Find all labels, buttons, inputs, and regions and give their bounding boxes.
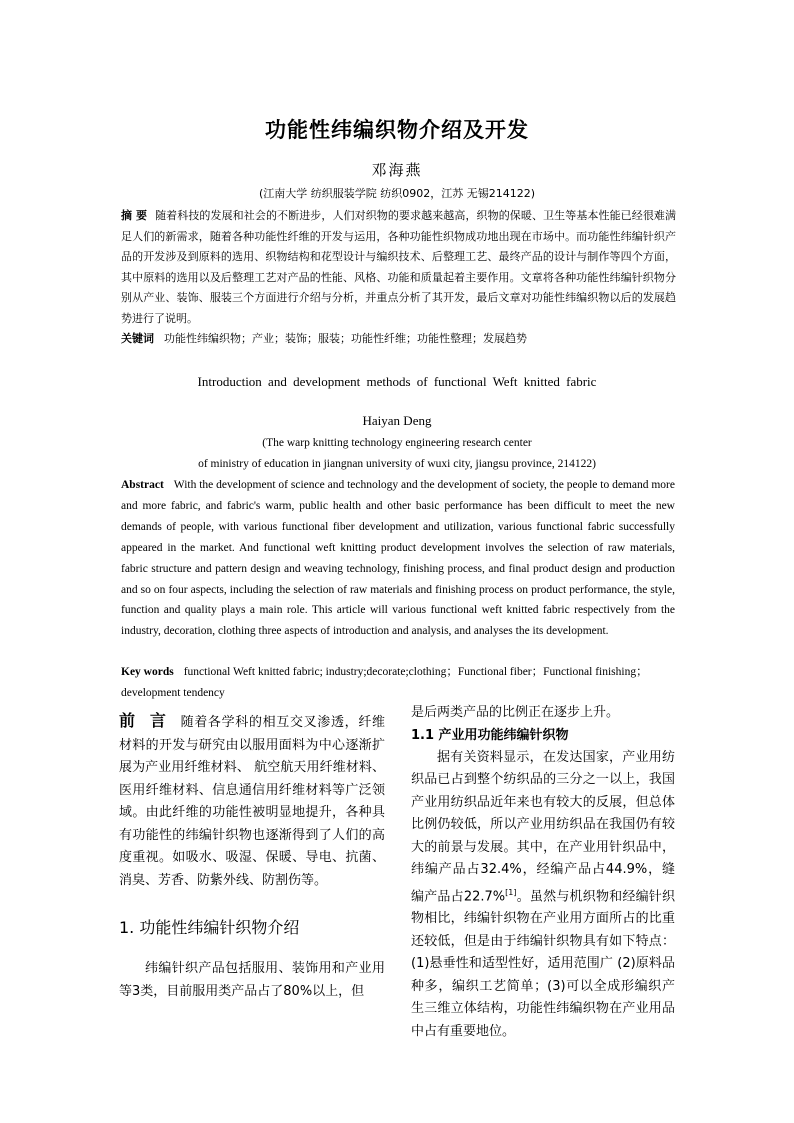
abstract-en-label: Abstract — [121, 479, 164, 491]
keywords-cn — [121, 330, 676, 346]
author-name-en: Haiyan Deng — [362, 413, 432, 428]
subsection-1-1-heading: 1.1 产业用功能纬编针织物 — [411, 727, 569, 743]
subsection-text-b: 。虽然与机织物和经编针织物相比，纬编针织物在产业用方面所占的比重还较低，但是由于纬编针织物具有如下特点：(1)悬垂性和适型性好，适用范围广 (2)原料品种多，编织工艺简单；(3)可以全成形编织产生三维立体结构，功能性纬编织物在产业用品中占有重要地位。 — [411, 888, 675, 1039]
subsection-text-a: 据有关资料显示，在发达国家，产业用纺织品已占到整个纺织品的三分之一以上，我国产业用纺织品近年来也有较大的反展，但总体比例仍较低，所以产业用纺织品在我国仍有较大的前景与发展。其中，在产业用针织品中，纬编产品占32.4%，经编产品占44.9%，缝编产品占22.7% — [411, 749, 675, 904]
keywords-en-label: Key words — [121, 666, 174, 678]
abstract-cn-text: 随着科技的发展和社会的不断进步，人们对织物的要求越来越高，织物的保暖、卫生等基本性能已经很难满足人们的新需求，随着各种功能性纤维的开发与运用，各种功能性织物成功地出现在市场中。而功能性纬编针织产品的开发涉及到原料的选用、织物结构和花型设计与编织技术、后整理工艺、最终产品的设计与制作等四个方面，其中原料的选用以及后整理工艺对产品的性能、风格、功能和质量起着主要作用。文章将各种功能性纬编针织物分别从产业、装饰、服装三个方面进行介绍与分析，并重点分析了其开发，最后文章对功能性纬编织物以后的发展趋势进行了说明。 — [121, 209, 676, 325]
section-1-heading: 1. 功能性纬编针织物介绍 — [119, 918, 300, 937]
affiliation-en-line2: of ministry of education in jiangnan university of wuxi city, jiangsu province, 214122) — [198, 458, 596, 470]
affiliation-en-line1: (The warp knitting technology engineering research center — [262, 437, 532, 449]
keywords-en-text: functional Weft knitted fabric; industry;decorate;clothing；Functional fiber；Functional finishing；development tendency — [121, 666, 648, 699]
continuation-text: 是后两类产品的比例正在逐步上升。 — [411, 705, 620, 720]
keywords-cn-text: 功能性纬编织物；产业；装饰；服装；功能性纤维；功能性整理；发展趋势 — [164, 332, 527, 345]
section-1-paragraph: 纬编针织产品包括服用、装饰用和产业用等3类，目前服用类产品占了80%以上，但 — [119, 961, 385, 999]
citation-ref: [1] — [505, 887, 517, 897]
abstract-cn — [121, 206, 676, 330]
affiliation-cn: (江南大学 纺织服装学院 纺织0902，江苏 无锡214122) — [258, 187, 536, 200]
abstract-en-text: With the development of science and technology and the development of society, the people to demand more and more fabric, and fabric's warm, public health and other basic performance has been difficult to meet the new demands of people, with various functional fiber development and utilization, various functional fabric successfully appeared in the market. And functional weft knitting product development involves the selection of raw materials, fabric structure and pattern design and weaving technology, finishing process, and final product design and production and so on four aspects, including the selection of raw materials and finishing process on product performance, the style, function and quality plays a main role. This article will various functional weft knitted fabric respectively from the industry, decoration, clothing three aspects of introduction and analysis, and analyses the its development. — [121, 479, 675, 638]
paper-title-en: Introduction and development methods of functional Weft knitted fabric — [197, 374, 597, 389]
abstract-en — [121, 475, 675, 642]
keywords-en — [121, 662, 675, 704]
body-right-column — [411, 702, 675, 1043]
keywords-cn-label: 关键词 — [121, 332, 154, 345]
preface-paragraph — [119, 710, 385, 892]
abstract-cn-label: 摘 要 — [121, 209, 148, 222]
body-left-column — [119, 710, 385, 1003]
subsection-1-1-paragraph — [411, 747, 675, 1044]
paper-title: 功能性纬编织物介绍及开发 — [265, 118, 529, 142]
preface-heading: 前 言 — [119, 711, 171, 730]
author-name-cn: 邓海燕 — [371, 161, 423, 179]
preface-text: 随着各学科的相互交叉渗透，纤维材料的开发与研究由以服用面料为中心逐渐扩展为产业用纤维材料、 航空航天用纤维材料、医用纤维材料、信息通信用纤维材料等广泛领域。由此纤维的功能性被明显地提升，各种具有功能性的纬编针织物也逐渐得到了人们的高度重视。如吸水、吸湿、保暖、导电、抗菌、消臭、芳香、防紫外线、防割伤等。 — [119, 715, 385, 888]
